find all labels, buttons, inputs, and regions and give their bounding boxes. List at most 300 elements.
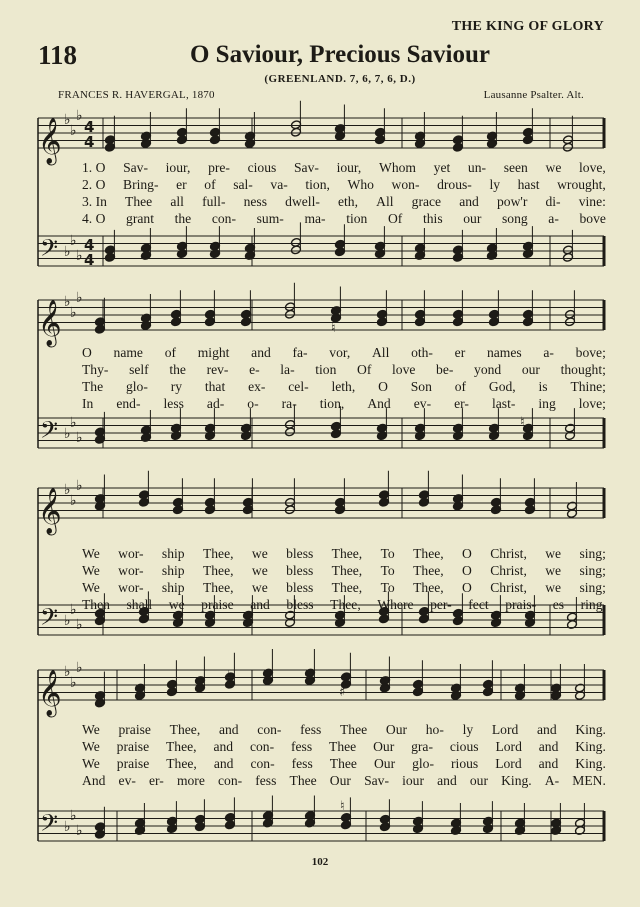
lyric-syllable: the [169,362,186,377]
lyric-syllable: praise [116,756,150,771]
lyric-syllable: we [545,580,562,595]
treble-clef-icon: 𝄞 [38,118,62,164]
lyric-syllable: self [129,362,149,377]
flat-sign-icon: ♭ [70,493,77,509]
lyric-line [82,211,606,228]
flat-sign-icon: ♭ [70,233,77,249]
bass-note-head [94,616,105,626]
lyric-syllable: ma- [304,211,326,226]
treble-note-head [290,127,301,137]
lyric-syllable: Son [410,379,432,394]
lyric-syllable: All [376,194,394,209]
treble-clef-icon: 𝄞 [38,670,62,716]
lyric-syllable: Our [329,773,351,788]
lyric-syllable: Our [385,722,408,737]
bass-note-head [379,822,390,832]
lyric-syllable: Thee [329,756,357,771]
treble-note-head [412,687,423,697]
lyric-syllable: ly [462,722,474,737]
treble-note-head [418,497,429,507]
lyric-line [82,563,606,580]
lyric-line [82,194,606,211]
time-signature-bottom: 4 [84,251,95,269]
lyric-syllable: King. [575,739,606,754]
treble-note-head [166,687,177,697]
bass-note-head [452,253,463,263]
lyric-syllable: oth- [411,345,433,360]
lyric-syllable: ad- [206,396,225,411]
bass-note-head [284,427,295,437]
lyric-syllable: and [251,345,271,360]
lyric-syllable: drous- [437,177,472,192]
lyric-syllable: ship [161,580,185,595]
treble-note-head [376,317,387,327]
bass-note-head [209,249,220,259]
treble-note-head [414,317,425,327]
flat-sign-icon: ♭ [64,426,71,442]
treble-note-head [522,135,533,145]
lyric-syllable: Who [347,177,374,192]
lyric-syllable: King. [501,773,532,788]
treble-note-head [284,505,295,515]
lyric-syllable: King. [575,722,606,737]
lyric-line [82,546,606,563]
treble-note-head [240,317,251,327]
lyric-syllable: O [462,546,472,561]
lyric-line [82,396,606,413]
lyric-syllable: tion [315,362,337,377]
lyric-syllable: Thee, [202,546,234,561]
flat-sign-icon: ♭ [70,415,77,431]
sharp-sign-icon: ♯ [339,685,346,700]
lyric-syllable: won- [391,177,420,192]
lyric-syllable: Whom [378,160,416,175]
flat-sign-icon: ♭ [64,819,71,835]
lyric-syllable: Our [373,756,396,771]
lyric-syllable: Bring- [123,177,159,192]
lyric-syllable: ev- [118,773,136,788]
bass-note-head [452,431,463,441]
lyric-syllable: wrought, [557,177,606,192]
hymn-number: 118 [38,40,78,70]
lyric-syllable: ra- [281,396,297,411]
page-number: 102 [311,856,329,868]
lyric-line [82,379,606,396]
bass-note-head [94,435,105,445]
lyric-syllable: And [367,396,391,411]
lyric-syllable: ly [489,177,501,192]
lyric-syllable: fect [468,597,489,612]
lyric-line [82,362,606,379]
bass-note-head [564,431,575,441]
lyric-syllable: Of [387,211,403,226]
lyric-syllable: Thee, [330,597,361,612]
treble-note-head [204,505,215,515]
lyric-syllable: and [213,739,234,754]
lyric-syllable: love [392,362,416,377]
lyric-syllable: cel- [288,379,309,394]
lyric-syllable: con- [250,756,275,771]
lyric-syllable: pre- [208,160,230,175]
lyric-syllable: bove [579,211,606,226]
bass-note-head [138,614,149,624]
bass-clef-icon: 𝄢 [40,809,59,842]
lyric-syllable: sing; [579,546,606,561]
lyric-syllable: In [82,396,94,411]
lyric-syllable: ry [170,379,183,394]
lyric-syllable: full- [202,194,226,209]
bass-note-head [482,824,493,834]
lyric-syllable: our [463,211,482,226]
lyric-syllable: Our [373,739,395,754]
lyric-syllable: Christ, [490,546,527,561]
treble-note-head [482,687,493,697]
lyric-syllable: Sav- [123,160,148,175]
lyric-syllable: And [82,773,106,788]
lyric-syllable: tion, [305,177,330,192]
lyric-syllable: Thy- [82,362,109,377]
lyric-syllable: all [170,194,184,209]
treble-note-head [524,505,535,515]
bass-note-head [334,247,345,257]
lyric-syllable: ship [161,546,185,561]
lyric-syllable: To [380,563,395,578]
lyric-syllable: To [380,580,395,595]
lyric-syllable: tion [346,211,368,226]
lyric-syllable: a- [543,345,554,360]
lyric-syllable: Christ, [490,580,527,595]
lyric-syllable: and [213,756,234,771]
lyric-syllable: Thee, [202,563,234,578]
lyric-syllable: and [536,722,557,737]
lyric-syllable: fess [255,773,277,788]
composer-credit: Lausanne Psalter. Alt. [483,89,584,101]
lyric-syllable: and [538,756,559,771]
lyric-syllable: Sav- [364,773,389,788]
lyric-syllable: and [218,722,239,737]
lyric-syllable: We [82,546,100,561]
lyric-syllable: Thee, [413,563,444,578]
author-credit: FRANCES R. HAVERGAL, 1870 [58,89,215,101]
bass-note-head [374,249,385,259]
bass-note-head [562,253,573,263]
lyric-syllable: All [371,345,390,360]
lyric-syllable: con- [217,773,243,788]
lyric-syllable: and [250,597,270,612]
lyric-syllable: glo- [412,756,435,771]
lyric-syllable: sum- [256,211,284,226]
lyric-syllable: O [82,345,92,360]
flat-sign-icon: ♭ [76,108,83,124]
lyric-syllable: 4. O [82,211,106,226]
lyric-syllable: Thee, [166,756,197,771]
lyric-syllable: ness [243,194,268,209]
lyric-syllable: va- [270,177,288,192]
lyric-syllable: the [174,211,192,226]
natural-sign-icon: ♮ [520,415,525,430]
natural-sign-icon: ♮ [340,799,345,814]
lyric-syllable: leth, [331,379,356,394]
lyric-syllable: of [454,379,467,394]
lyric-syllable: cious [247,160,277,175]
lyric-syllable: We [82,563,100,578]
treble-note-head [490,505,501,515]
lyric-syllable: bless [286,563,314,578]
bass-note-head [94,829,105,839]
lyric-syllable: shall [126,597,153,612]
lyric-syllable: sing; [579,563,606,578]
natural-sign-icon: ♮ [227,669,232,684]
bass-clef-icon: 𝄢 [40,416,59,449]
lyric-syllable: a- [548,211,559,226]
bass-note-head [378,614,389,624]
bass-note-head [204,618,215,628]
lyric-syllable: To [380,546,395,561]
flat-sign-icon: ♭ [76,248,83,264]
lyric-syllable: sing; [579,580,606,595]
lyric-syllable: rious [451,756,479,771]
bass-note-head [166,824,177,834]
lyric-syllable: wor- [118,580,144,595]
lyric-syllable: bless [286,597,314,612]
lyric-line [82,160,606,177]
lyric-syllable: yet [433,160,451,175]
lyric-line [82,722,606,739]
lyric-syllable: God, [488,379,516,394]
lyric-syllable: song [501,211,528,226]
lyric-syllable: we [545,546,562,561]
lyric-syllable: fess [291,739,313,754]
lyric-syllable: Lord [491,722,519,737]
lyric-syllable: er [176,177,187,192]
flat-sign-icon: ♭ [76,823,83,839]
lyric-syllable: praise [118,722,151,737]
bass-note-head [104,253,115,263]
treble-note-head [374,135,385,145]
lyric-syllable: more [176,773,205,788]
lyric-syllable: end- [116,396,141,411]
treble-note-head [488,317,499,327]
bass-note-head [412,824,423,834]
treble-note-head [564,317,575,327]
tune-name: (GREENLAND. 7, 6, 7, 6, D.) [264,73,416,85]
lyric-syllable: wor- [118,563,144,578]
lyric-syllable: e- [249,362,260,377]
lyric-syllable: Lord [495,756,522,771]
lyric-syllable: we [545,160,562,175]
lyric-syllable: glo- [125,379,148,394]
lyric-syllable: iour, [336,160,362,175]
natural-sign-icon: ♮ [331,321,336,336]
lyric-syllable: con- [211,211,236,226]
lyric-line [82,739,606,756]
lyric-syllable: we [251,546,268,561]
lyric-syllable: con- [249,739,275,754]
lyric-syllable: We [82,722,100,737]
lyric-syllable: Thee [289,773,317,788]
lyric-syllable: Thee, [202,580,234,595]
bass-note-head [330,429,341,439]
lyric-syllable: Lord [495,739,522,754]
lyric-syllable: O [462,580,472,595]
lyric-syllable: praise [116,739,150,754]
flat-sign-icon: ♭ [70,123,77,139]
lyric-syllable: grace [411,194,442,209]
lyric-line [82,177,606,194]
bass-note-head [452,616,463,626]
lyric-syllable: of [164,345,177,360]
lyric-syllable: fa- [292,345,308,360]
lyric-syllable: We [82,580,100,595]
treble-note-head [138,497,149,507]
treble-note-head [378,497,389,507]
bass-note-head [290,245,301,255]
bass-note-head [522,431,533,441]
lyric-line [82,756,606,773]
lyric-syllable: rev- [206,362,229,377]
lyric-syllable: praise [201,597,234,612]
treble-clef-icon: 𝄞 [38,300,62,346]
lyric-syllable: fess [291,756,313,771]
treble-note-head [334,505,345,515]
bass-note-head [224,820,235,830]
lyric-syllable: last- [491,396,516,411]
lyric-syllable: Thee, [166,739,197,754]
hymn-title: O Saviour, Precious Saviour [189,41,491,68]
lyric-syllable: be- [436,362,454,377]
lyric-syllable: Thee, [169,722,201,737]
flat-sign-icon: ♭ [70,675,77,691]
flat-sign-icon: ♭ [64,664,71,680]
lyric-syllable: might [197,345,230,360]
lyric-syllable: vine: [578,194,606,209]
lyric-syllable: con- [257,722,282,737]
lyric-syllable: Thine; [570,379,606,394]
lyric-syllable: gra- [411,739,433,754]
lyric-syllable: Of [357,362,372,377]
lyric-syllable: A- [544,773,560,788]
flat-sign-icon: ♭ [64,294,71,310]
lyric-syllable: Thee, [413,546,444,561]
lyric-syllable: thought; [560,362,606,377]
lyric-line [82,580,606,597]
lyric-syllable: ex- [248,379,266,394]
flat-sign-icon: ♭ [64,613,71,629]
lyric-syllable: and [538,739,559,754]
treble-note-head [452,142,463,152]
lyric-syllable: Thee, [331,563,363,578]
lyric-syllable: seen [503,160,528,175]
bass-note-head [334,618,345,628]
lyric-syllable: Where [377,597,414,612]
lyric-syllable: la- [280,362,295,377]
treble-note-head [204,317,215,327]
treble-note-head [170,317,181,327]
lyric-line [82,773,606,790]
lyric-syllable: and [459,194,479,209]
flat-sign-icon: ♭ [64,244,71,260]
bass-note-head [240,431,251,441]
flat-sign-icon: ♭ [70,305,77,321]
lyric-syllable: sal- [233,177,253,192]
bass-note-head [522,249,533,259]
bass-note-head [340,820,351,830]
lyric-syllable: we [251,563,268,578]
lyric-syllable: love, [579,160,606,175]
lyric-syllable: ho- [425,722,444,737]
lyric-syllable: ring, [580,597,606,612]
lyric-syllable: 2. O [82,177,106,192]
lyric-syllable: love; [578,396,606,411]
flat-sign-icon: ♭ [64,482,71,498]
lyric-syllable: this [422,211,443,226]
lyric-syllable: o- [247,396,259,411]
bass-clef-icon: 𝄢 [40,234,59,267]
lyric-syllable: and [437,773,457,788]
lyric-syllable: MEN. [572,773,606,788]
lyric-syllable: er [454,345,466,360]
lyric-syllable: ing [538,396,556,411]
flat-sign-icon: ♭ [76,290,83,306]
lyric-syllable: Thee [125,194,153,209]
lyric-syllable: grant [126,211,154,226]
bass-clef-icon: 𝄢 [40,603,59,636]
lyric-syllable: iour [402,773,424,788]
lyric-syllable: We [82,739,100,754]
lyric-syllable: Thee, [413,580,444,595]
time-signature-bottom: 4 [84,133,95,151]
lyric-syllable: our [521,362,540,377]
bass-note-head [490,618,501,628]
lyric-syllable: iour, [165,160,191,175]
bass-note-head [418,614,429,624]
lyric-syllable: name [113,345,143,360]
lyric-syllable: We [82,756,100,771]
bass-note-head [414,431,425,441]
bass-note-head [194,822,205,832]
lyric-syllable: bless [286,546,314,561]
flat-sign-icon: ♭ [70,602,77,618]
treble-note-head [452,317,463,327]
treble-note-head [562,142,573,152]
lyric-syllable: Then [82,597,110,612]
treble-note-head [104,142,115,152]
flat-sign-icon: ♭ [76,617,83,633]
lyric-syllable: bless [286,580,314,595]
lyric-syllable: we [168,597,185,612]
lyric-syllable: O [378,379,388,394]
lyric-syllable: ship [161,563,185,578]
lyric-syllable: di- [545,194,561,209]
lyric-syllable: hast [517,177,540,192]
flat-sign-icon: ♭ [76,430,83,446]
lyric-syllable: per- [430,597,452,612]
bass-note-head [204,431,215,441]
time-signature-top: 4 [84,118,95,136]
lyric-syllable: pow'r [496,194,528,209]
bass-note-head [172,618,183,628]
lyric-syllable: tion, [319,396,345,411]
lyric-syllable: cious [449,739,479,754]
lyric-syllable: Thee [340,722,368,737]
lyric-syllable: fess [300,722,322,737]
lyric-syllable: es [552,597,565,612]
flat-sign-icon: ♭ [76,478,83,494]
lyric-syllable: dwell- [285,194,320,209]
lyric-line [82,345,606,362]
lyric-syllable: prais- [505,597,537,612]
lyric-syllable: our [469,773,488,788]
